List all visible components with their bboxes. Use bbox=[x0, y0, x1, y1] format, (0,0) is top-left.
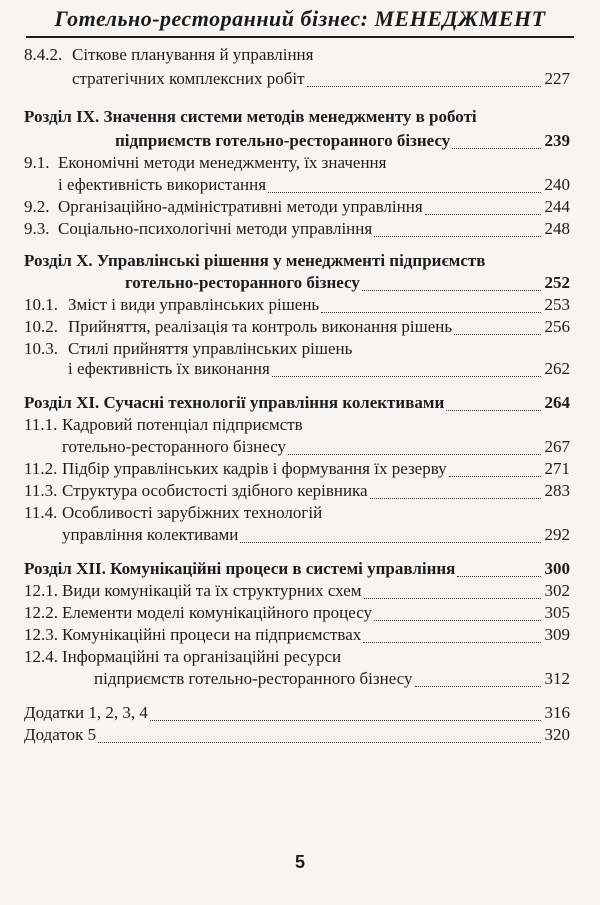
dot-leader bbox=[446, 396, 540, 411]
entry-title-cont: управління колективами bbox=[62, 525, 239, 544]
entry-title: Особливості зарубіжних технологій bbox=[62, 503, 323, 522]
dot-leader bbox=[321, 298, 540, 313]
dot-leader bbox=[370, 484, 541, 499]
toc-entry-12-1 bbox=[24, 580, 570, 602]
entry-number: 9.3. bbox=[24, 219, 50, 238]
entry-title: Види комунікацій та їх структурних схем bbox=[62, 581, 362, 600]
toc-appendix-5 bbox=[24, 724, 570, 746]
entry-title-cont: і ефективність їх виконання bbox=[68, 359, 270, 378]
dot-leader bbox=[240, 528, 540, 543]
dot-leader bbox=[415, 672, 541, 687]
entry-page: 244 bbox=[544, 197, 570, 216]
entry-page: 227 bbox=[544, 69, 570, 88]
toc-entry-9-2 bbox=[24, 196, 570, 218]
entry-page: 283 bbox=[544, 481, 570, 500]
entry-title: Підбір управлінських кадрів і формування їх резерву bbox=[62, 459, 447, 478]
section-title-cont: підприємств готельно-ресторанного бізнесу bbox=[115, 131, 451, 150]
entry-title: Організаційно-адміністративні методи управління bbox=[58, 197, 423, 216]
toc-entry-10-2 bbox=[24, 316, 570, 338]
entry-page: 253 bbox=[544, 295, 570, 314]
entry-title-cont: стратегічних комплексних робіт bbox=[72, 69, 305, 88]
entry-number: 11.1. bbox=[24, 415, 58, 434]
entry-title: Економічні методи менеджменту, їх значення bbox=[58, 153, 387, 172]
entry-number: 12.2. bbox=[24, 603, 58, 622]
entry-page: 309 bbox=[544, 625, 570, 644]
dot-leader bbox=[307, 72, 541, 87]
entry-number: 11.2. bbox=[24, 459, 58, 478]
dot-leader bbox=[374, 606, 540, 621]
entry-title: Елементи моделі комунікаційного процесу bbox=[62, 603, 373, 622]
entry-number: 12.3. bbox=[24, 625, 58, 644]
dot-leader bbox=[457, 562, 540, 577]
dot-leader bbox=[272, 362, 541, 377]
dot-leader bbox=[150, 706, 541, 721]
entry-number: 9.2. bbox=[24, 197, 50, 216]
toc-section-11 bbox=[24, 392, 570, 414]
dot-leader bbox=[454, 320, 540, 335]
entry-title: Соціально-психологічні методи управління bbox=[58, 219, 373, 238]
toc-entry-11-2 bbox=[24, 458, 570, 480]
entry-title-cont: і ефективність використання bbox=[58, 175, 267, 194]
entry-title: Сіткове планування й управління bbox=[72, 45, 314, 64]
entry-page: 292 bbox=[544, 525, 570, 544]
toc-entry-8-4-2-line2 bbox=[72, 68, 570, 90]
toc-section-10-line2 bbox=[125, 272, 570, 294]
dot-leader bbox=[425, 200, 541, 215]
toc-section-10-line1 bbox=[24, 250, 570, 272]
section-page: 239 bbox=[544, 131, 570, 150]
entry-number: 8.4.2. bbox=[24, 45, 63, 64]
toc-section-9-line2 bbox=[115, 130, 570, 152]
entry-page: 248 bbox=[544, 219, 570, 238]
section-title: Розділ X. Управлінські рішення у менеджменті підприємств bbox=[24, 251, 486, 270]
entry-page: 305 bbox=[544, 603, 570, 622]
dot-leader bbox=[374, 222, 540, 237]
dot-leader bbox=[364, 584, 541, 599]
section-title: Розділ IX. Значення системи методів менеджменту в роботі bbox=[24, 107, 477, 126]
entry-title: Додаток 5 bbox=[24, 725, 97, 744]
entry-number: 9.1. bbox=[24, 153, 50, 172]
toc-entry-11-4-line2 bbox=[62, 524, 570, 546]
toc-entry-10-3-line1 bbox=[24, 338, 570, 360]
dot-leader bbox=[98, 728, 540, 743]
dot-leader bbox=[449, 462, 541, 477]
entry-number: 10.2. bbox=[24, 317, 58, 336]
toc-entry-10-1 bbox=[24, 294, 570, 316]
section-title: Розділ XII. Комунікаційні процеси в системі управління bbox=[24, 559, 456, 578]
dot-leader bbox=[362, 276, 541, 291]
entry-title: Прийняття, реалізація та контроль виконання рішень bbox=[68, 317, 453, 336]
header-rule bbox=[26, 36, 574, 38]
toc-entry-11-1-line2 bbox=[62, 436, 570, 458]
toc-appendices-1-4 bbox=[24, 702, 570, 724]
entry-number: 12.4. bbox=[24, 647, 58, 666]
toc-entry-8-4-2-line1 bbox=[24, 44, 570, 66]
entry-title: Кадровий потенціал підприємств bbox=[62, 415, 303, 434]
section-page: 252 bbox=[544, 273, 570, 292]
entry-page: 320 bbox=[544, 725, 570, 744]
toc-entry-11-4-line1 bbox=[24, 502, 570, 524]
entry-page: 267 bbox=[544, 437, 570, 456]
entry-number: 11.4. bbox=[24, 503, 58, 522]
entry-title: Інформаційні та організаційні ресурси bbox=[62, 647, 342, 666]
section-title: Розділ XI. Сучасні технології управління колективами bbox=[24, 393, 445, 412]
toc-entry-9-1-line2 bbox=[58, 174, 570, 196]
toc-entry-12-4-line2 bbox=[94, 668, 570, 690]
toc-section-9-line1 bbox=[24, 106, 570, 128]
entry-title-cont: готельно-ресторанного бізнесу bbox=[62, 437, 287, 456]
toc-entry-12-4-line1 bbox=[24, 646, 570, 668]
dot-leader bbox=[452, 134, 540, 149]
toc-entry-10-3-line2 bbox=[68, 358, 570, 380]
entry-page: 240 bbox=[544, 175, 570, 194]
entry-title: Комунікаційні процеси на підприємствах bbox=[62, 625, 362, 644]
toc-section-12 bbox=[24, 558, 570, 580]
entry-title: Структура особистості здібного керівника bbox=[62, 481, 368, 500]
entry-number: 10.1. bbox=[24, 295, 58, 314]
dot-leader bbox=[288, 440, 540, 455]
toc-entry-12-3 bbox=[24, 624, 570, 646]
toc-entry-9-1-line1 bbox=[24, 152, 570, 174]
entry-number: 11.3. bbox=[24, 481, 58, 500]
page-number: 5 bbox=[294, 852, 305, 872]
section-page: 300 bbox=[544, 559, 570, 578]
entry-page: 262 bbox=[544, 359, 570, 378]
dot-leader bbox=[268, 178, 540, 193]
entry-page: 256 bbox=[544, 317, 570, 336]
toc-entry-9-3 bbox=[24, 218, 570, 240]
entry-number: 12.1. bbox=[24, 581, 58, 600]
entry-page: 302 bbox=[544, 581, 570, 600]
entry-page: 312 bbox=[544, 669, 570, 688]
section-title-cont: готельно-ресторанного бізнесу bbox=[125, 273, 360, 292]
toc-entry-11-1-line1 bbox=[24, 414, 570, 436]
running-header: Готельно-ресторанний бізнес: МЕНЕДЖМЕНТ bbox=[54, 6, 546, 31]
entry-number: 10.3. bbox=[24, 339, 58, 358]
toc-entry-11-3 bbox=[24, 480, 570, 502]
toc-entry-12-2 bbox=[24, 602, 570, 624]
entry-page: 316 bbox=[544, 703, 570, 722]
entry-title: Зміст і види управлінських рішень bbox=[68, 295, 320, 314]
entry-title: Стилі прийняття управлінських рішень bbox=[68, 339, 353, 358]
section-page: 264 bbox=[544, 393, 570, 412]
dot-leader bbox=[363, 628, 540, 643]
entry-title: Додатки 1, 2, 3, 4 bbox=[24, 703, 148, 722]
entry-page: 271 bbox=[544, 459, 570, 478]
entry-title-cont: підприємств готельно-ресторанного бізнесу bbox=[94, 669, 413, 688]
